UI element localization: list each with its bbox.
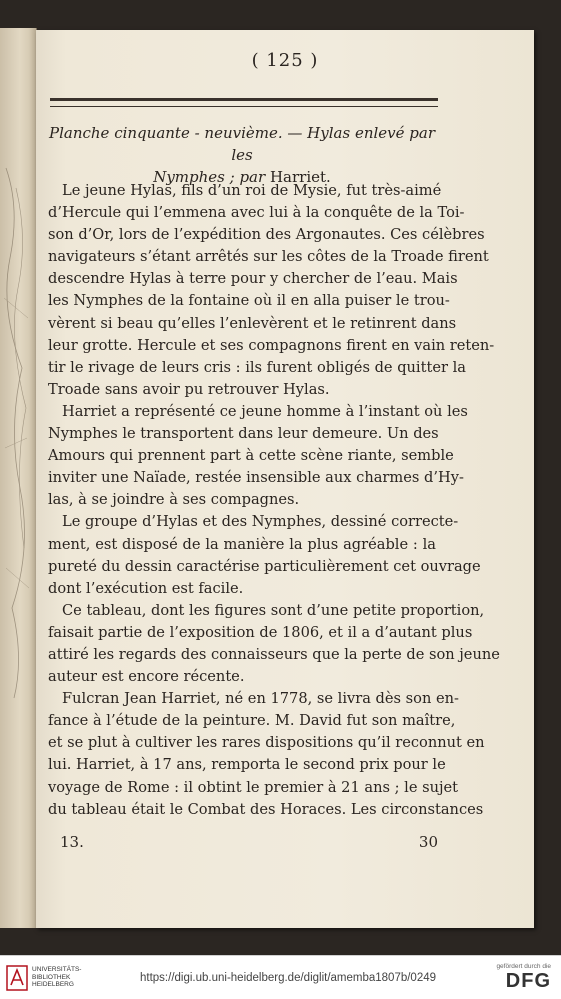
text-line: d’Hercule qui l’emmena avec lui à la conquête de la Toi- [48,204,465,222]
footer-bar [0,955,561,999]
page-number: ( 125 ) [251,50,319,71]
permalink-url[interactable]: https://digi.ub.uni-heidelberg.de/diglit/amemba1807b/0249 [140,971,437,984]
text-line: navigateurs s’étant arrêtés sur les côtes de la Troade firent [48,248,489,266]
text-line: son d’Or, lors de l’expédition des Argonautes. Ces célèbres [48,226,485,244]
text-line: Amours qui prennent part à cette scène riante, semble [48,447,454,465]
text-line: descendre Hylas à terre pour y chercher de l’eau. Mais [48,270,458,288]
text-line: voyage de Rome : il obtint le premier à 21 ans ; le sujet [48,778,459,796]
folio-mark: 30 [418,833,438,851]
text-line: du tableau était le Combat des Horaces. Les circonstances [48,800,484,818]
library-name-line-2: BIBLIOTHEK [32,973,71,981]
dfg-logo: DFG [505,969,551,992]
heading-line-1: Planche cinquante - neuvième. — Hylas enlevé par les [49,124,435,164]
facing-page-edge [0,28,37,928]
text-line: tir le rivage de leurs cris : ils furent obligés de quitter la [48,358,466,376]
sponsor-logo[interactable] [481,963,551,993]
text-line: auteur est encore récente. [48,668,245,686]
facing-page-engraving [2,148,32,708]
header-rule-thin [50,106,438,107]
signature-row [60,833,438,851]
text-line: et se plut à cultiver les rares dispositions qu’il reconnut en [48,734,485,752]
text-line: ment, est disposé de la manière la plus agréable : la [48,535,436,553]
text-line: las, à se joindre à ses compagnes. [48,491,300,509]
header-rule-thick [50,98,438,101]
text-line: vèrent si beau qu’elles l’enlevèrent et le retinrent dans [48,314,457,332]
book-page [36,30,534,928]
text-line: les Nymphes de la fontaine où il en alla puiser le trou- [48,292,450,310]
text-line: leur grotte. Hercule et ses compagnons firent en vain reten- [48,336,495,354]
library-name [32,966,81,989]
library-name-line-3: HEIDELBERG [32,981,74,989]
library-seal-icon [6,965,28,991]
text-line: fance à l’étude de la peinture. M. David fut son maître, [48,712,456,730]
text-line: Troade sans avoir pu retrouver Hylas. [48,380,330,398]
text-line: Ce tableau, dont les figures sont d’une petite proportion, [62,601,485,619]
sponsor-caption: gefördert durch die [496,962,551,970]
library-name-line-1: UNIVERSITÄTS- [32,966,82,974]
heading-line-2-text: Nymphes ; par [153,168,266,186]
text-line: dont l’exécution est facile. [48,579,244,597]
signature-mark: 13. [60,833,84,851]
text-line: Harriet a représenté ce jeune homme à l’instant où les [62,402,468,420]
text-line: faisait partie de l’exposition de 1806, et il a d’autant plus [48,623,473,641]
body-text [48,180,500,821]
text-line: Le jeune Hylas, fils d’un roi de Mysie, fut très-aimé [62,182,442,199]
text-line: Nymphes le transportent dans leur demeure. Un des [48,425,439,443]
text-line: inviter une Naïade, restée insensible aux charmes d’Hy- [48,469,464,487]
heading-artist-name: Harriet. [269,168,331,186]
text-line: Fulcran Jean Harriet, né en 1778, se livra dès son en- [62,690,459,708]
text-line: pureté du dessin caractérise particulièrement cet ouvrage [48,557,481,575]
university-library-logo[interactable] [6,965,116,991]
text-line: attiré les regards des connaisseurs que la perte de son jeune [48,645,500,663]
text-line: lui. Harriet, à 17 ans, remporta le second prix pour le [48,756,446,774]
plate-heading [46,122,438,188]
text-line: Le groupe d’Hylas et des Nymphes, dessiné correcte- [62,513,459,531]
